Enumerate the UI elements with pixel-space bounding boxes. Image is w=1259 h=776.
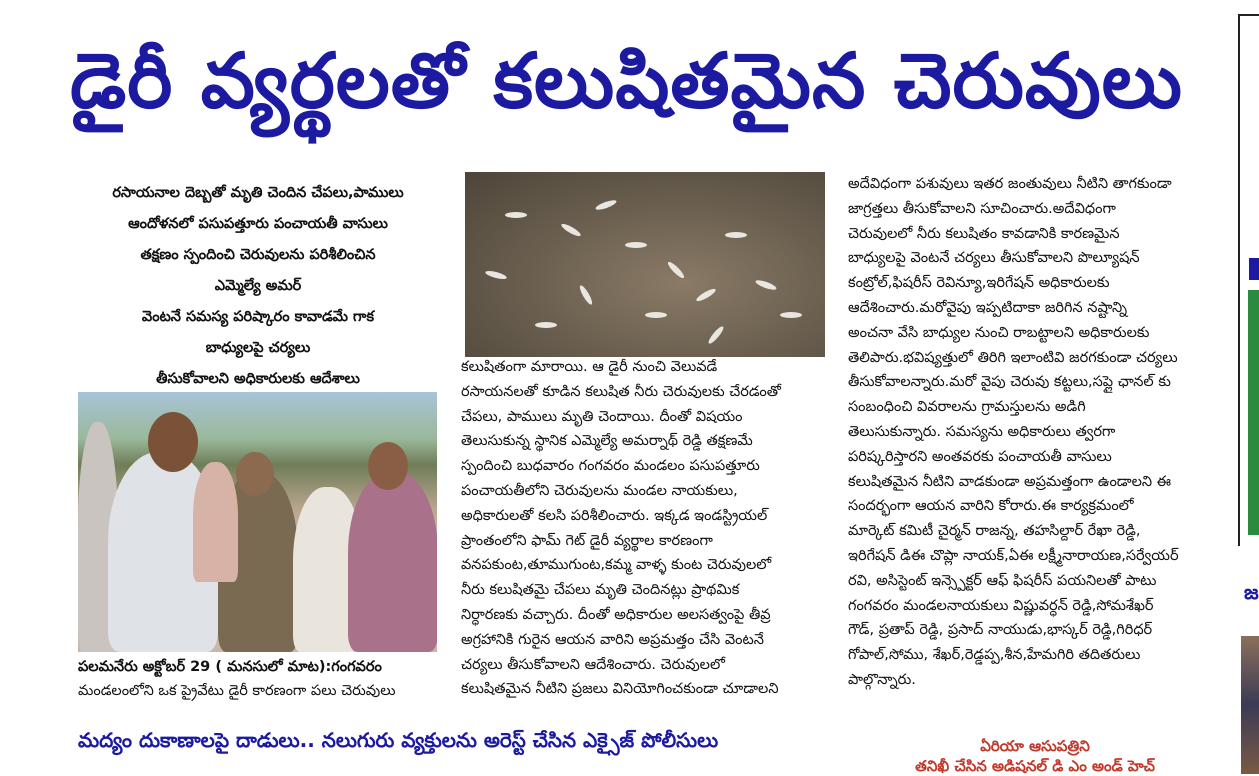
article-line: అగ్రహానికి గురైన ఆయన వారిని అప్రమత్తం చేసి వెంటనే: [461, 631, 764, 648]
article-line: తీసుకోవాలన్నారు.మరో వైపు చెరువు కట్టలు,సప్లై ఛానల్ కు: [848, 374, 1171, 391]
dead-fish-pond-photo: [465, 172, 825, 357]
article-line: స్పందించి బుధవారం గంగవరం మండలం పసుపత్తూరు: [461, 458, 760, 475]
article-line: నిర్ధారణకు వచ్చారు. దీంతో అధికారుల అలసత్వంపై తీవ్ర: [461, 606, 771, 623]
caption-line: పలమనేరు అక్టోబర్ 29 ( మనసులో మాట):గంగవరం: [78, 659, 382, 675]
subhead-line: వెంటనే సమస్య పరిష్కారం కావాడమే గాక: [141, 309, 375, 325]
article-column-2: [461, 355, 827, 702]
subhead-line: తీసుకోవాలని అధికారులకు ఆదేశాలు: [156, 371, 360, 387]
article-line: చర్యలు తీసుకోవాలని ఆదేశించారు. చెరువులలో: [461, 656, 725, 673]
article-column-3: [848, 172, 1210, 693]
article-line: గంగవరం మండలనాయకులు విష్ణువర్ధన్ రెడ్డి,సోమశేఖర్: [848, 597, 1154, 614]
article-line: నీరు కలుషితమై చేపలు మృతి చెందినట్లు ప్రాథమిక: [461, 582, 740, 599]
subhead-line: ఆందోళనలో పసుపత్తూరు పంచాయతీ వాసులు: [128, 216, 388, 232]
adjacent-article-stripe: [1248, 290, 1259, 535]
article-line: చేపలు, పాములు మృతి చెందాయి. దీంతో విషయం: [461, 408, 743, 425]
subhead-line: బాధ్యులపై చర్యలు: [205, 340, 311, 356]
article-line: చెరువులలో నీరు కలుషితం కావడానికి కారణమైన: [848, 225, 1120, 242]
article-line: పంచాయతీలోని చెరువులను మండల నాయకులు,: [461, 482, 738, 499]
main-headline: డైరీ వ్యర్థలతో కలుషితమైన చెరువులు: [70, 36, 1183, 125]
side-headline: [906, 736, 1164, 776]
mla-inspection-photo: [78, 392, 437, 652]
subhead-line: రసాయనాల దెబ్బతో మృతి చెందిన చేపలు,పాములు: [112, 185, 404, 201]
subheads-block: [78, 178, 438, 395]
adjacent-article-photo: [1241, 636, 1259, 774]
bottom-headline: మద్యం దుకాణాలపై దాడులు.. నలుగురు వ్యక్తులను అరెస్ట్ చేసిన ఎక్సైజ్ పోలీసులు: [78, 728, 719, 752]
article-line: రసాయనలతో కూడిన కలుషిత నీరు చెరువులకు చేరడంతో: [461, 383, 781, 400]
side-headline-line: తనిఖీ చేసిన అడిషనల్ డి ఎం అండ్ హెచ్: [915, 757, 1155, 775]
article-line: గోపాల్,సోము, శేఖర్,రెడ్డప్ప,శీన,హేమగిరి తదితరులు: [848, 647, 1141, 664]
adjacent-article-char: జ: [1244, 580, 1259, 604]
subhead-line: తక్షణం స్పందించి చెరువులను పరిశీలించిన: [140, 247, 376, 263]
article-line: ఇరిగేషన్ డిఈ చొప్లా నాయక్,ఏఈ లక్ష్మీనారాయణ,సర్వేయర్: [848, 547, 1179, 564]
article-line: పరిష్కరిస్తారని అంతవరకు పంచాయతీ వాసులు: [848, 448, 1112, 465]
article-line: కలుషితమైన నీటిని వాడకుండా అప్రమత్తంగా ఉండాలని ఈ: [848, 473, 1172, 490]
photo-caption-dateline: [78, 655, 438, 703]
caption-line: మండలంలోని ఒక ప్రైవేటు డైరీ కారణంగా పలు చెరువులు: [78, 683, 396, 699]
article-line: అంచనా వేసి బాధ్యుల నుంచి రాబట్టాలని అధికారులకు: [848, 324, 1150, 341]
article-line: బాధ్యులపై వెంటనే చర్యలు తీసుకోవాలని పొల్యూషన్: [848, 250, 1140, 267]
article-line: తెలుసుకున్నారు. సమస్యను అధికారులు త్వరగా: [848, 423, 1116, 440]
article-line: గౌడ్, ప్రతాప్ రెడ్డి, ప్రసాద్ నాయుడు,భాస్కర్ రెడ్డి,గిరిధర్: [848, 622, 1153, 639]
article-line: తెలుసుకున్న స్థానిక ఎమ్మెల్యే అమర్నాథ్ రెడ్డి తక్షణమే: [461, 433, 753, 450]
article-line: జాగ్రత్తలు తీసుకోవాలని సూచించారు.అదేవిధంగా: [848, 200, 1116, 217]
article-line: కలుషితమైన నీటిని ప్రజలు వినియోగించకుండా చూడాలని: [461, 681, 779, 698]
subhead-line: ఎమ్మెల్యే అమర్: [214, 278, 302, 294]
adjacent-article-mark: [1249, 258, 1259, 280]
side-headline-line: ఏరియా ఆసుపత్రిని: [980, 737, 1090, 755]
article-line: అదేవిధంగా పశువులు ఇతర జంతువులు నీటిని తాగకుండా: [848, 176, 1172, 192]
article-line: కంట్రోల్,ఫిషరీస్ రెవిన్యూ,ఇరిగేషన్ అధికారులకు: [848, 275, 1110, 292]
article-line: ప్రాంతంలోని ఫామ్ గెట్ డైరీ వ్యర్థాల కారణంగా: [461, 532, 713, 549]
article-line: రవి, అసిస్టెంట్ ఇన్స్పెక్టర్ ఆఫ్ ఫిషరీస్ పయనిలతో పాటు: [848, 572, 1157, 589]
article-line: ఆదేశించారు.మరోవైపు ఇప్పటిదాకా జరిగిన నష్టాన్ని: [848, 299, 1128, 316]
article-line: కలుషితంగా మారాయి. ఆ డైరీ నుంచి వెలువడే: [461, 359, 718, 375]
article-line: తెలిపారు.భవిష్యత్తులో తిరిగి ఇలాంటివి జరగకుండా చర్యలు: [848, 349, 1178, 366]
article-line: అధికారులతో కలసి పరిశీలించారు. ఇక్కడ ఇండస్ట్రియల్: [461, 507, 768, 524]
article-line: మార్కెట్ కమిటీ చైర్మన్ రాజన్న, తహసిల్దార్ రేఖా రెడ్డి,: [848, 523, 1141, 540]
article-line: సందర్భంగా ఆయన వారిని కోరారు.ఈ కార్యక్రమంలో: [848, 498, 1134, 515]
article-line: సంబంధించి వివరాలను గ్రామస్తులను అడిగి: [848, 399, 1086, 416]
article-line: వనపకుంట,తూముగుంట,కమ్మ వాళ్ళ కుంట చెరువులలో: [461, 557, 772, 574]
article-line: పాల్గొన్నారు.: [848, 671, 916, 688]
